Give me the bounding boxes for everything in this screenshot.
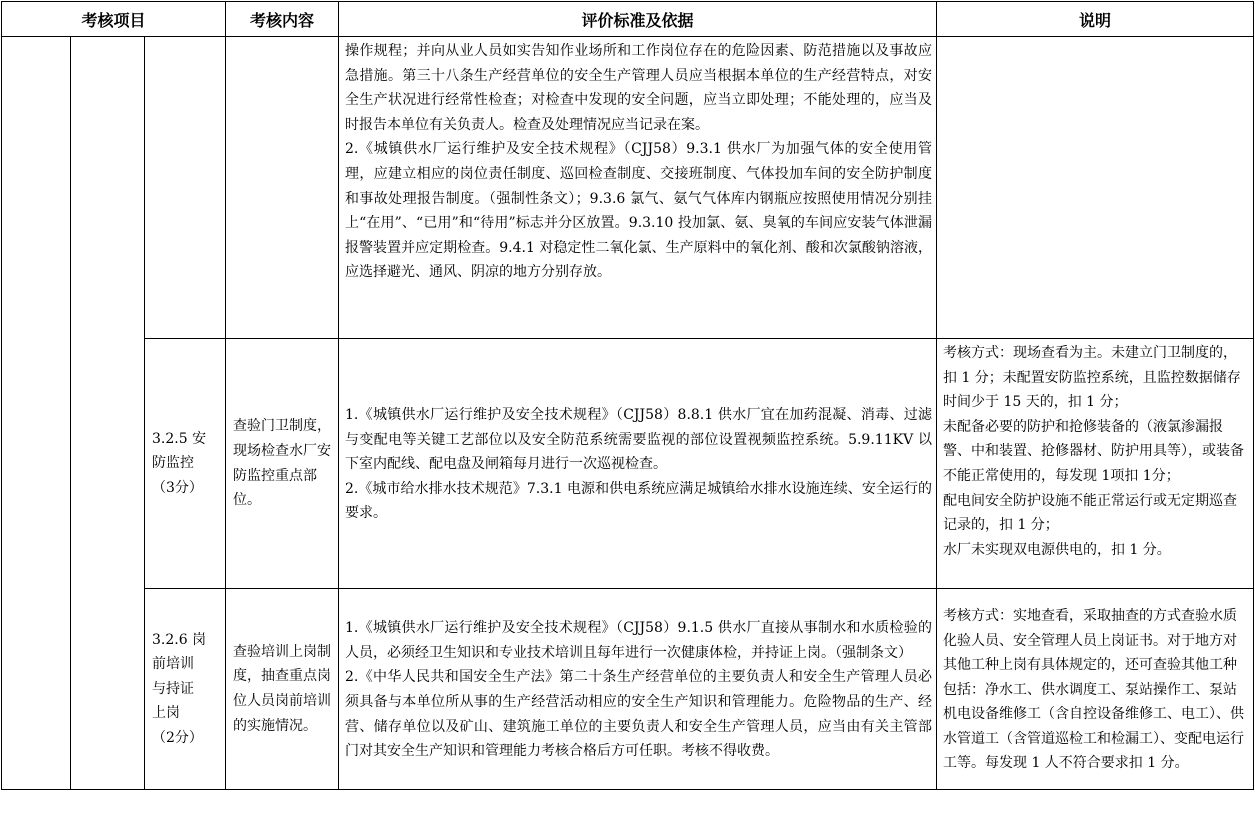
note-paragraph: 考核方式：现场查看为主。未建立门卫制度的，扣 1 分；未配置安防监控系统，且监控数据储存时间少于 15 天的，扣 1 分；	[943, 345, 1241, 411]
header-content: 考核内容	[226, 2, 339, 37]
standard-paragraph: 1.《城镇供水厂运行维护及安全技术规程》（CJJ58）8.8.1 供水厂宜在加药混凝、消毒、过滤与变配电等关键工艺部位以及安全防范系统需要监视的部位设置视频监控系统。5.9.11KV 以下室内配线、配电盘及闸箱每月进行一次巡视检查。	[345, 407, 932, 473]
item-code-line: 上岗	[152, 705, 180, 722]
standard-cell	[339, 589, 937, 790]
item-content-cell: 查验培训上岗制度，抽查重点岗位人员岗前培训的实施情况。	[226, 589, 339, 790]
subcategory-cell	[71, 37, 145, 790]
standard-paragraph: 2.《中华人民共和国安全生产法》第二十条生产经营单位的主要负责人和安全生产管理人员必须具备与本单位所从事的生产经营活动相应的安全生产知识和管理能力。危险物品的生产、经营、储存单位以及矿山、建筑施工单位的主要负责人和安全生产管理人员，应当由有关主管部门对其安全生产知识和管理能力考核合格后方可任职。考核不得收费。	[345, 669, 932, 760]
note-cell	[937, 339, 1254, 589]
note-paragraph: 水厂未实现双电源供电的，扣 1 分。	[943, 541, 1171, 558]
note-paragraph: 未配备必要的防护和抢修装备的（液氯渗漏报警、中和装置、抢修器材、防护用具等），或装备不能正常使用的，每发现 1项扣 1分；	[943, 418, 1244, 484]
header-note: 说明	[937, 2, 1254, 37]
item-code-cell	[145, 37, 226, 339]
table-row	[2, 589, 1254, 790]
standard-paragraph: 2.《城镇供水厂运行维护及安全技术规程》（CJJ58）9.3.1 供水厂为加强气体的安全使用管理，应建立相应的岗位责任制度、巡回检查制度、交接班制度、气体投加车间的安全防护制度和事故处理报告制度。（强制性条文）；9.3.6 氯气、氨气气体库内钢瓶应按照使用情况分别挂上“在用”、“已用”和“待用”标志并分区放置。9.3.10 投加氯、氨、臭氧的车间应安装气体泄漏报警装置并应定期检查。9.4.1 对稳定性二氧化氯、生产原料中的氧化剂、酸和次氯酸钠溶液，应选择避光、通风、阴凉的地方分别存放。	[345, 141, 932, 281]
item-content-cell: 查验门卫制度，现场检查水厂安防监控重点部位。	[226, 339, 339, 589]
item-code-line: （3分）	[152, 479, 203, 496]
note-paragraph: 考核方式：实地查看，采取抽查的方式查验水质化验人员、安全管理人员上岗证书。对于地方对其他工种上岗有具体规定的，还可查验其他工种包括：净水工、供水调度工、泵站操作工、泵站机电设备维修工（含自控设备维修工、电工）、供水管道工（含管道巡检工和检漏工）、变配电运行工等。每发现 1 人不符合要求扣 1 分。	[943, 607, 1244, 772]
header-standard: 评价标准及依据	[339, 2, 937, 37]
item-content-cell	[226, 37, 339, 339]
assessment-table	[1, 1, 1254, 790]
table-row	[2, 37, 1254, 339]
note-paragraph: 配电间安全防护设施不能正常运行或无定期巡查记录的，扣 1 分；	[943, 492, 1237, 534]
category-cell	[2, 37, 71, 790]
item-code-line: 前培训	[152, 656, 194, 673]
item-code-cell	[145, 339, 226, 589]
note-cell	[937, 589, 1254, 790]
item-code-line: （2分）	[152, 729, 203, 746]
header-item: 考核项目	[2, 2, 226, 37]
item-code-line: 3.2.6 岗	[152, 631, 207, 648]
standard-cell	[339, 339, 937, 589]
item-code-cell	[145, 589, 226, 790]
item-code-line: 3.2.5 安	[152, 430, 207, 447]
note-cell	[937, 37, 1254, 339]
item-code-line: 防监控	[152, 455, 194, 472]
item-code-line: 与持证	[152, 680, 194, 697]
standard-cell	[339, 37, 937, 339]
table-row	[2, 339, 1254, 589]
standard-paragraph: 2.《城市给水排水技术规范》7.3.1 电源和供电系统应满足城镇给水排水设施连续、安全运行的要求。	[345, 480, 932, 522]
standard-paragraph: 操作规程；并向从业人员如实告知作业场所和工作岗位存在的危险因素、防范措施以及事故应急措施。第三十八条生产经营单位的安全生产管理人员应当根据本单位的生产经营特点，对安全生产状况进行经常性检查；对检查中发现的安全问题，应当立即处理；不能处理的，应当及时报告本单位有关负责人。检查及处理情况应当记录在案。	[345, 43, 932, 133]
standard-paragraph: 1.《城镇供水厂运行维护及安全技术规程》（CJJ58）9.1.5 供水厂直接从事制水和水质检验的人员，必须经卫生知识和专业技术培训且每年进行一次健康体检，并持证上岗。（强制条文）	[345, 620, 932, 661]
table-header-row	[2, 2, 1254, 37]
